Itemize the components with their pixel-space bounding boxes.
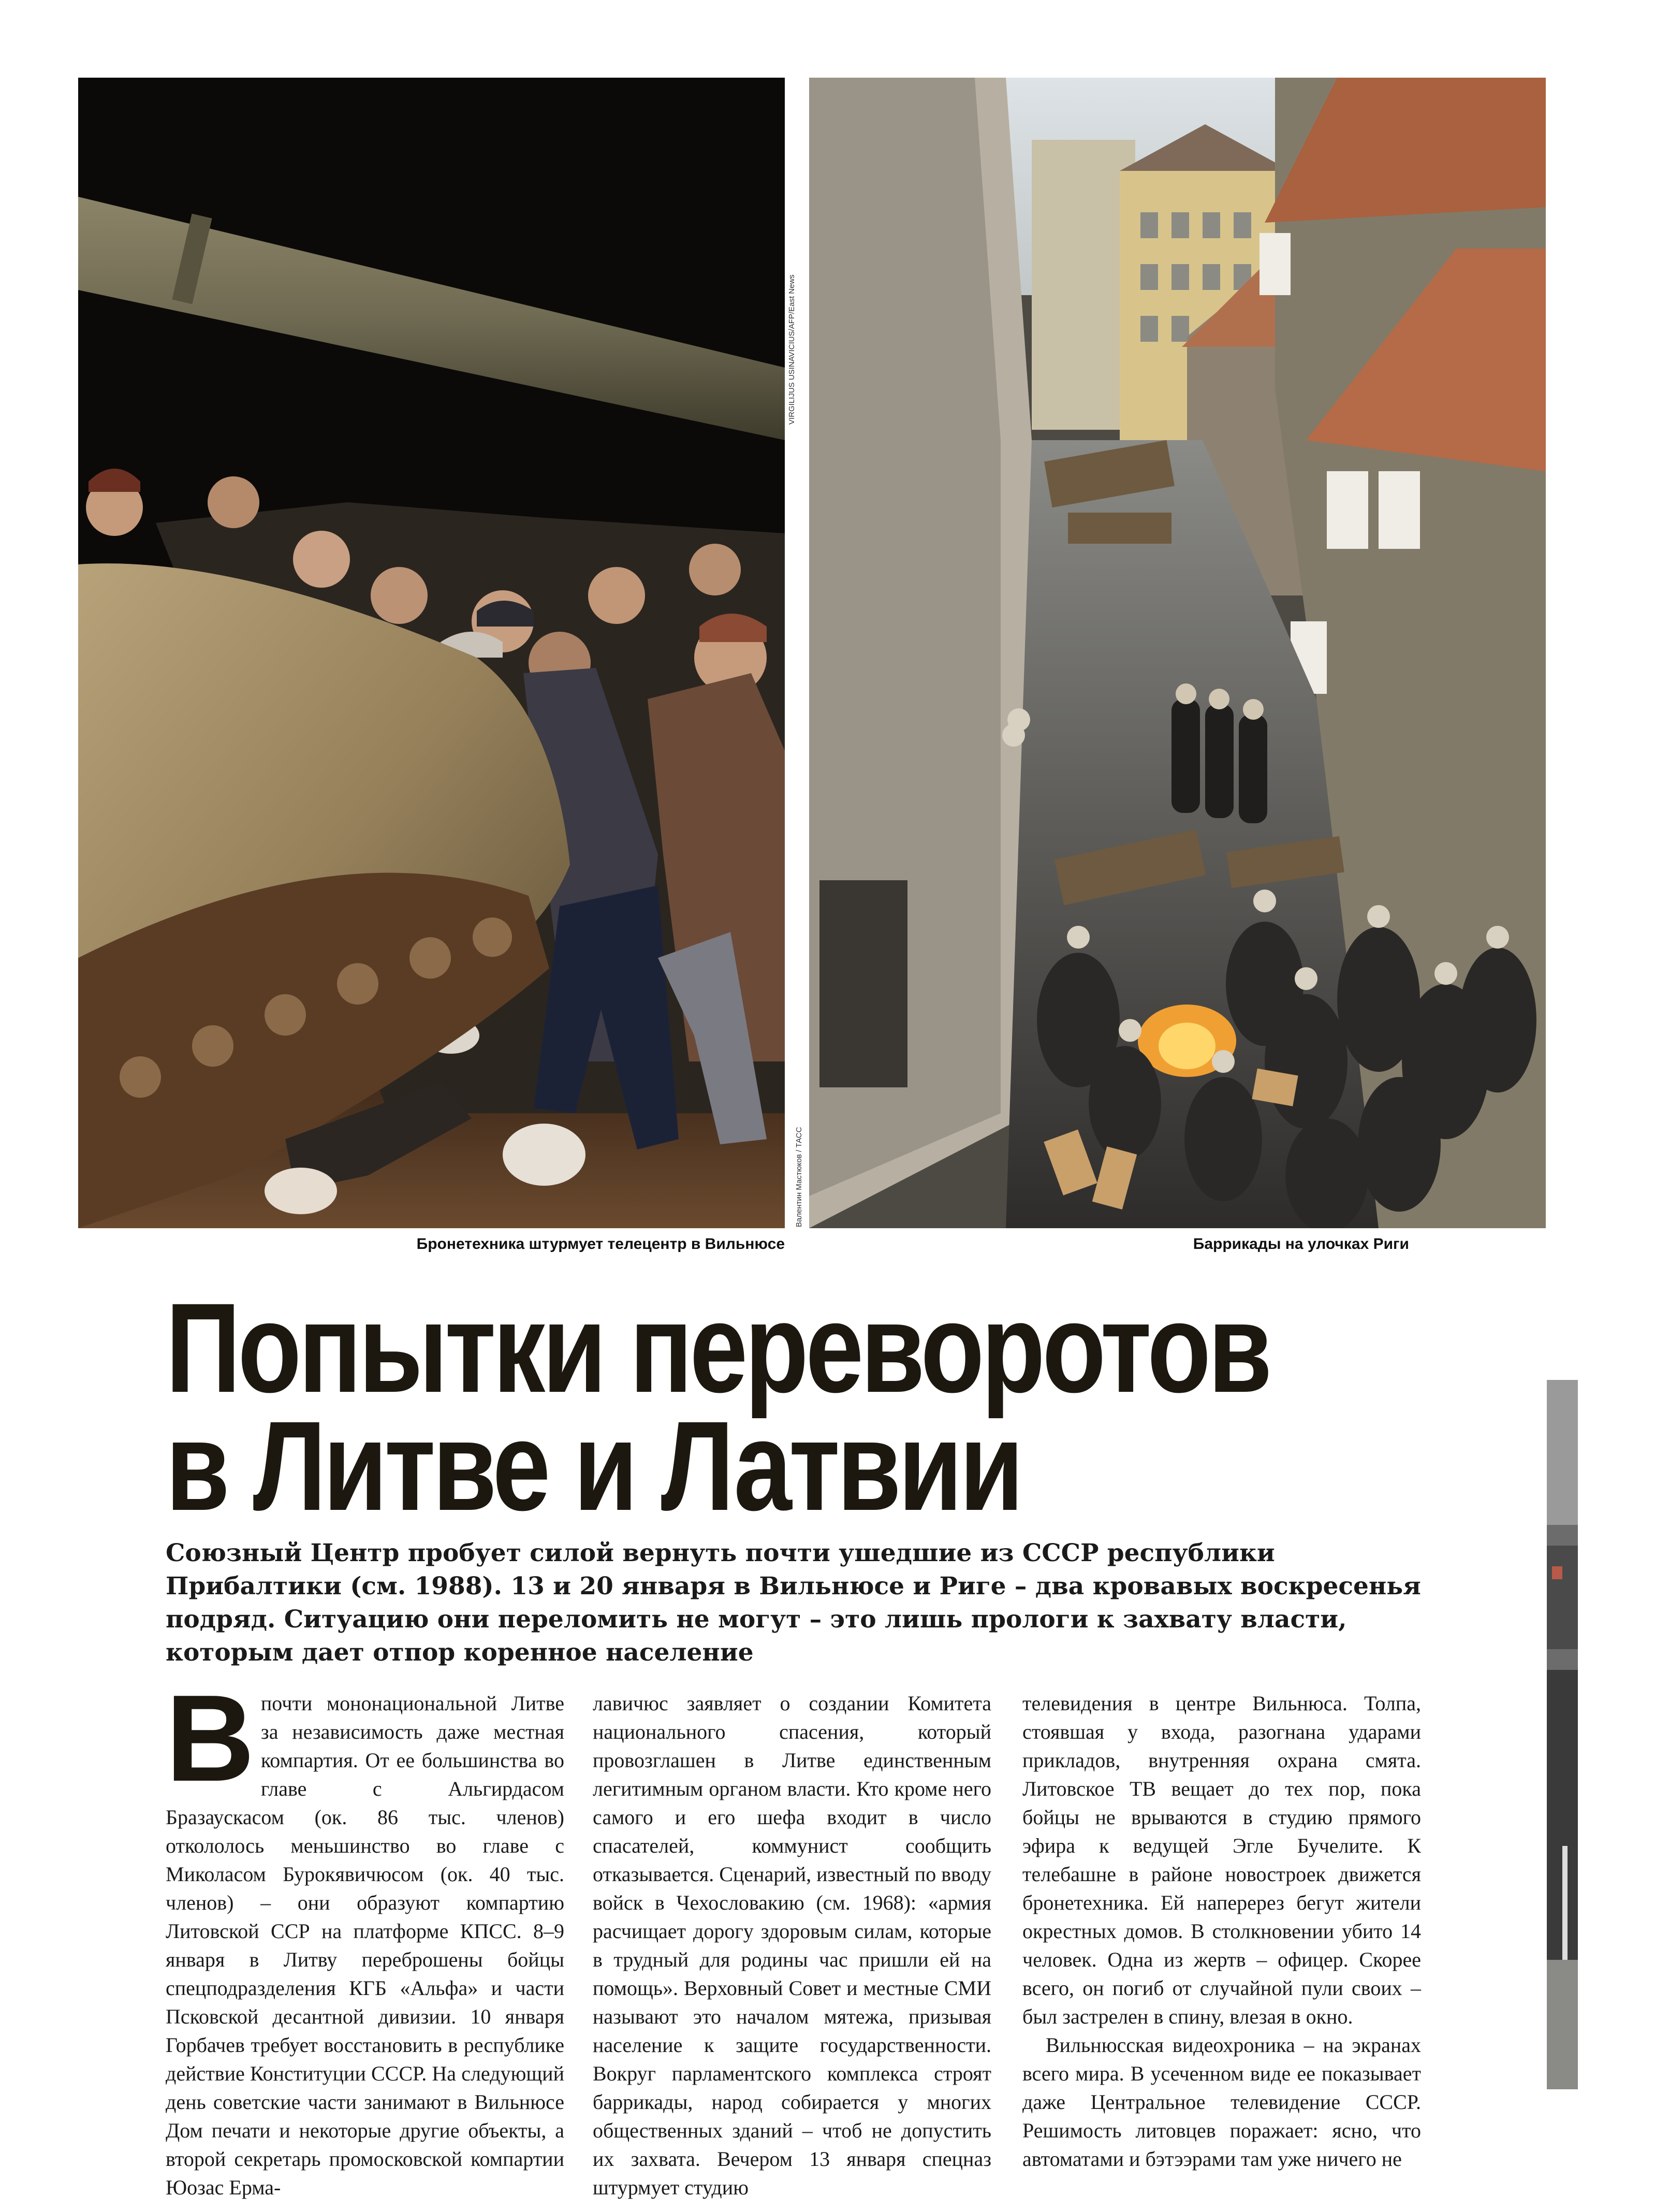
photo-credit-left: Валентин Мастюков / ТАСС <box>795 1127 803 1227</box>
column-3-paragraph-1: телевидения в центре Вильнюса. Толпа, стоявшая у входа, разогнана ударами прикладов, внутренняя охрана смята. Литовское ТВ вещает до тех пор, пока бойцы не врываются в студию прямого эфира к ведущей Эгле Бучелите. К телебашне в районе новостроек движется бронетехника. Ей наперерез бегут жители окрестных домов. В столкновении убито 14 человек. Одна из жертв – офицер. Скорее всего, он погиб от случайной пули своих – был застрелен в спину, влезая в окно. <box>1022 1692 1421 2028</box>
adjacent-page-photo-edge <box>1547 1380 1578 2089</box>
tank-scene-illustration <box>78 78 785 1228</box>
drop-cap: В <box>166 1670 255 1807</box>
article-column-3 <box>1022 1689 1421 2173</box>
column-3-paragraph-2: Вильнюсская видеохроника – на экранах всего мира. В усеченном виде ее показывает даже Центральное телевидение СССР. Решимость литовцев поражает: ясно, что автоматами и бэтээрами там уже ничего не <box>1022 2033 1421 2171</box>
photo-caption-left: Бронетехника штурмует телецентр в Вильнюсе <box>416 1235 785 1253</box>
photo-barricades-riga <box>809 78 1546 1228</box>
article-headline <box>166 1277 1449 1537</box>
photo-credit-right: VIRGILIJUS USINAVICIUS/AFP/East News <box>787 274 796 425</box>
photo-caption-right: Баррикады на улочках Риги <box>1193 1235 1409 1253</box>
edge-photo-illustration <box>1547 1380 1578 2089</box>
photo-tank-vilnius <box>78 78 785 1228</box>
article-lead: Союзный Центр пробует силой вернуть почти ушедшие из СССР республики Прибалтики (см. 1988). 13 и 20 января в Вильнюсе и Риге – два кровавых воскресенья подряд. Ситуацию они переломить не могут – это лишь прологи к захвату власти, которым дает отпор коренное население <box>166 1539 1421 1667</box>
column-1-text: почти мононациональной Литве за независимость даже местная компартия. От ее большинства во главе с Альгирдасом Бразаускасом (ок. 86 тыс. членов) откололось меньшинство во главе с Миколасом Бурокявичюсом (ок. 40 тыс. членов) – они образуют компартию Литовской ССР на платформе КПСС. 8–9 января в Литву переброшены бойцы спецподразделения КГБ «Альфа» и части Псковской десантной дивизии. 10 января Горбачев требует восстановить в республике действие Конституции СССР. На следующий день советские части занимают в Вильнюсе Дом печати и некоторые другие объекты, а второй секретарь промосковской компартии Юозас Ерма- <box>166 1692 564 2199</box>
riga-street-illustration <box>809 78 1546 1228</box>
headline-line-1: Попытки переворотов <box>166 1277 1269 1419</box>
column-2-text: лавичюс заявляет о создании Комитета национального спасения, который провозглашен в Литве единственным легитимным органом власти. Кто кроме него самого и его шефа входит в число спасателей, коммунист сообщить отказывается. Сценарий, известный по вводу войск в Чехословакию (см. 1968): «армия расчищает дорогу здоровым силам, которые в трудный для родины час пришли ей на помощь». Верховный Совет и местные СМИ называют это началом мятежа, призывая население к защите государственности. Вокруг парламентского комплекса строят баррикады, народ собирается у многих общественных зданий – чтоб не допустить их захвата. Вечером 13 января спецназ штурмует студию <box>593 1692 991 2199</box>
article-column-2 <box>593 1689 991 2202</box>
article-column-1 <box>166 1670 564 2202</box>
headline-line-2: в Литве и Латвии <box>166 1395 1021 1537</box>
